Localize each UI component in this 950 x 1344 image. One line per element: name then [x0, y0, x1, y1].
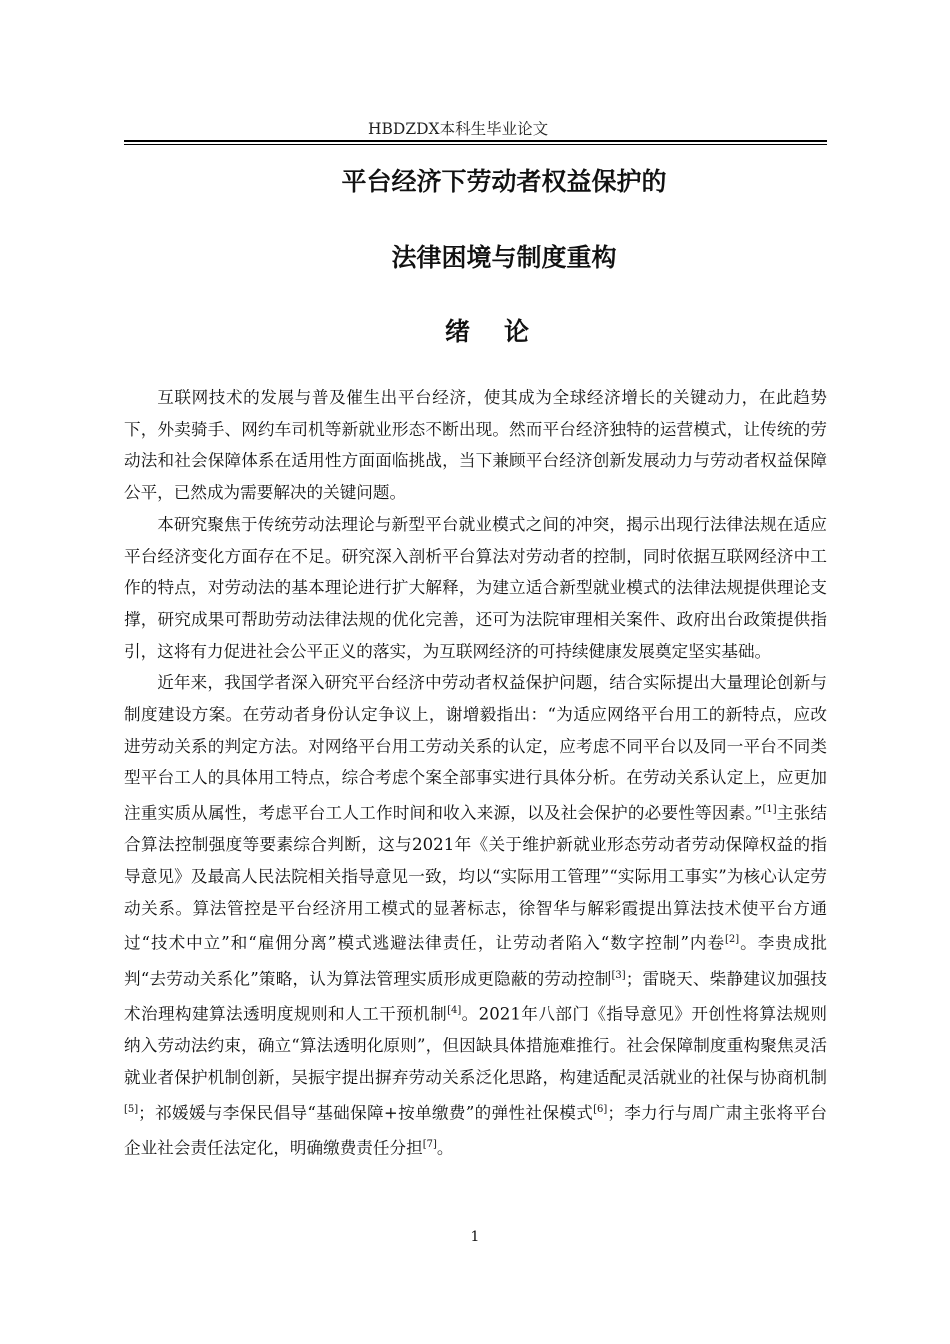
title-line-2: 法律困境与制度重构	[391, 243, 617, 272]
paragraph-text: ；雷晓天、柴静建议加强技术治理构建算法透明度规则和人工干预机制	[124, 969, 828, 1024]
citation-marker: [5]	[124, 1103, 139, 1115]
running-header: HBDZDX本科生毕业论文	[368, 120, 549, 138]
paragraph-text: 。2021年八部门《指导意见》开创性将算法规则纳入劳动法约束，确立“算法透明化原则”，但因缺具体措施难推行。社会保障制度重构聚焦灵活就业者保护机制创新，吴振宇提出摒弃劳动关系泛化思路，构建适配灵活就业的社保与协商机制	[124, 1004, 827, 1087]
citation-marker: [1]	[762, 804, 777, 816]
citation-marker: [7]	[422, 1138, 437, 1150]
title-line-1: 平台经济下劳动者权益保护的	[341, 167, 667, 196]
page-number: 1	[470, 1229, 480, 1245]
paragraph-text: 。	[436, 1138, 454, 1158]
paragraph	[124, 667, 827, 1164]
paragraph-text: 互联网技术的发展与普及催生出平台经济，使其成为全球经济增长的关键动力，在此趋势下，外卖骑手、网约车司机等新就业形态不断出现。然而平台经济独特的运营模式，让传统的劳动法和社会保障体系在适用性方面面临挑战，当下兼顾平台经济创新发展动力与劳动者权益保障公平，已然成为需要解决的关键问题。	[124, 388, 827, 503]
header-rule-thick	[124, 140, 827, 142]
section-heading: 绪论	[444, 317, 563, 346]
citation-marker: [4]	[447, 1004, 462, 1016]
paragraph-text: 本研究聚焦于传统劳动法理论与新型平台就业模式之间的冲突，揭示出现行法律法规在适应平台经济变化方面存在不足。研究深入剖析平台算法对劳动者的控制，同时依据互联网经济中工作的特点，对劳动法的基本理论进行扩大解释，为建立适合新型就业模式的法律法规提供理论支撑，研究成果可帮助劳动法律法规的优化完善，还可为法院审理相关案件、政府出台政策提供指引，这将有力促进社会公平正义的落实，为互联网经济的可持续健康发展奠定坚实基础。	[124, 514, 827, 661]
paragraph-text: 主张结合算法控制强度等要素综合判断，这与2021年《关于维护新就业形态劳动者劳动保障权益的指导意见》及最高人民法院相关指导意见一致，均以“实际用工管理”“实际用工事实”为核心认定劳动关系。算法管控是平台经济用工模式的显著标志，徐智华与解彩霞提出算法技术使平台方通过“技术中立”和“雇佣分离”模式逃避法律责任，让劳动者陷入“数字控制”内卷	[124, 803, 827, 954]
citation-marker: [3]	[611, 969, 626, 981]
paragraph-text: ；祁媛媛与李保民倡导“基础保障+按单缴费”的弹性社保模式	[138, 1103, 594, 1123]
body-text	[124, 382, 827, 1164]
header-rule-thin	[124, 144, 827, 145]
paragraph-text: 。李贵成批判“去劳动关系化”策略，认为算法管理实质形成更隐蔽的劳动控制	[124, 934, 827, 989]
paragraph	[124, 509, 827, 668]
paragraph-text: 近年来，我国学者深入研究平台经济中劳动者权益保护问题，结合实际提出大量理论创新与制度建设方案。在劳动者身份认定争议上，谢增毅指出：“为适应网络平台用工的新特点，应改进劳动关系的判定方法。对网络平台用工劳动关系的认定，应考虑不同平台以及同一平台不同类型平台工人的具体用工特点，综合考虑个案全部事实进行具体分析。在劳动关系认定上，应更加注重实质从属性，考虑平台工人工作时间和收入来源，以及社会保护的必要性等因素。”	[124, 673, 827, 823]
paragraph	[124, 382, 827, 509]
paragraph-text: ；李力行与周广肃主张将平台企业社会责任法定化，明确缴费责任分担	[124, 1103, 827, 1158]
citation-marker: [2]	[725, 934, 740, 946]
citation-marker: [6]	[593, 1103, 608, 1115]
